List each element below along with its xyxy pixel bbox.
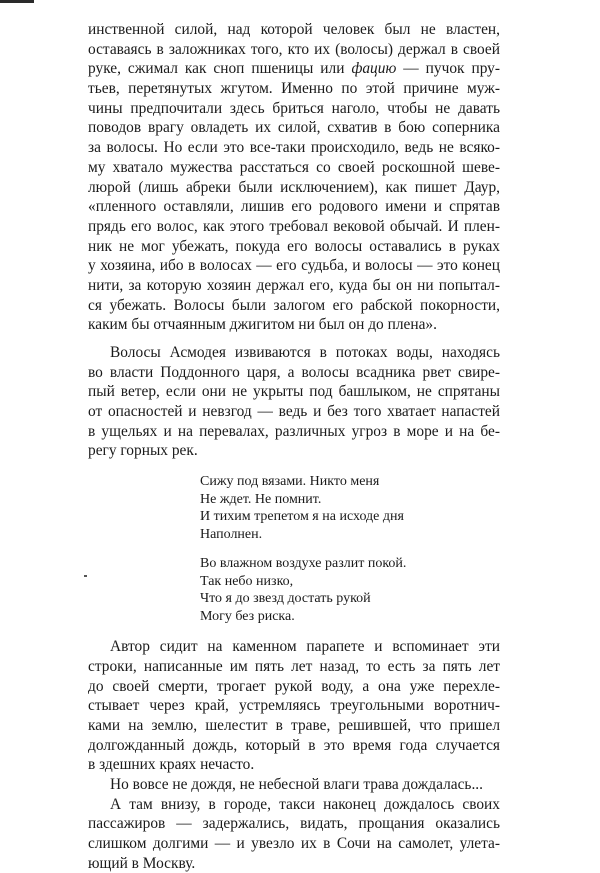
text-line: у хозяина, ибо в волосах — его судьба, и волосы — это конец <box>88 257 500 275</box>
paragraph-2 <box>88 343 500 461</box>
text-line: Сижу под вязами. Никто меня <box>200 474 380 490</box>
text-line: А там внизу, в городе, такси наконец дождалось своих <box>110 795 500 813</box>
text-line: ющий в Москву. <box>88 854 196 872</box>
paragraph-4 <box>88 775 500 795</box>
text-line: ся убежать. Волосы были залогом его рабской покорности, <box>88 296 500 314</box>
text-line: Так небо низко, <box>200 573 294 589</box>
text-line: прядь его волос, как этого требовал вековой обычай. И плен- <box>88 217 500 235</box>
text-line: до своей смерти, трогает рукой воду, а она уже перехле- <box>88 677 500 695</box>
text-line: долгожданный дождь, который в это время года случается <box>88 736 500 754</box>
paragraph-3 <box>88 637 500 775</box>
text-line: стывает через край, устремляясь треугольными воротнич- <box>88 697 500 715</box>
poem-stanza-1 <box>200 473 500 543</box>
text-line: в ущельях и на перевалах, различных угроз в море и на бе- <box>88 422 500 440</box>
text-line: слишком долгими — и увезло их в Сочи на самолет, улета- <box>88 835 500 852</box>
paragraph-1 <box>88 20 500 335</box>
text-line: «пленного оставляли, лишив его родового имени и спрятав <box>88 198 500 216</box>
text-line: от опасностей и невзгод — ведь и без того хватает напастей <box>88 403 500 421</box>
text-line: строки, написанные им пять лет назад, то есть за пять лет <box>88 657 500 675</box>
page-text <box>88 20 500 873</box>
text-line: пассажиров — задержались, видать, прощания оказались <box>88 815 500 833</box>
text-line: руке, сжимал как сноп пшеницы или фацию — пучок пру- <box>88 60 501 78</box>
text-line: каким бы отчаянным джигитом ни был он до плена». <box>88 316 437 334</box>
text-line: И тихим трепетом я на исходе дня <box>200 509 404 525</box>
text-line: оставаясь в заложниках того, кто их (волосы) держал в своей <box>88 40 500 58</box>
margin-mark <box>84 575 87 577</box>
text-line: Могу без риска. <box>200 608 295 624</box>
text-line: Автор сидит на каменном парапете и вспоминает эти <box>110 638 500 656</box>
text-line: Не ждет. Не помнит. <box>200 491 322 507</box>
poem <box>88 473 500 625</box>
poem-stanza-2 <box>200 555 500 625</box>
text-line: Во влажном воздухе разлит покой. <box>200 556 407 572</box>
text-line: люрой (лишь абреки были исключением), как пишет Даур, <box>88 178 500 196</box>
text-line: тьев, перетянутых жгутом. Именно по этой причине муж- <box>88 80 500 98</box>
text-line: му хватало мужества расстаться со своей роскошной шеве- <box>88 158 500 176</box>
text-line: ник не мог убежать, покуда его волосы оставались в руках <box>88 237 500 255</box>
text-line: поводов врагу овладеть их силой, схватив в бою соперника <box>88 119 500 137</box>
paragraph-5 <box>88 795 500 873</box>
text-line: Но вовсе не дождя, не небесной влаги трава дождалась... <box>110 775 483 793</box>
text-line: инственной силой, над которой человек был не властен, <box>88 21 500 38</box>
page-corner-mark <box>0 0 34 3</box>
text-line: ками на землю, шелестит в траве, решившей, что пришел <box>88 716 500 734</box>
text-line: Волосы Асмодея извиваются в потоках воды, находясь <box>110 344 500 361</box>
text-line: Что я до звезд достать рукой <box>200 591 371 607</box>
text-line: за волосы. Но если это все-таки происходило, ведь не всяко- <box>88 139 500 157</box>
text-line: регу горных рек. <box>88 442 198 460</box>
text-line: в здешних краях нечасто. <box>88 756 255 774</box>
text-line: пый ветер, если они не укрыты под башлыком, не спрятаны <box>88 383 500 401</box>
text-line: во власти Поддонного царя, а волосы всадника рвет свире- <box>88 363 500 381</box>
text-line: Наполнен. <box>200 526 263 542</box>
italic-term: фацию <box>351 60 397 78</box>
text-line: чины предпочитали здесь бриться наголо, чтобы не давать <box>88 99 500 117</box>
text-line: нити, за которую хозяин держал его, куда бы он ни попытал- <box>88 276 500 294</box>
